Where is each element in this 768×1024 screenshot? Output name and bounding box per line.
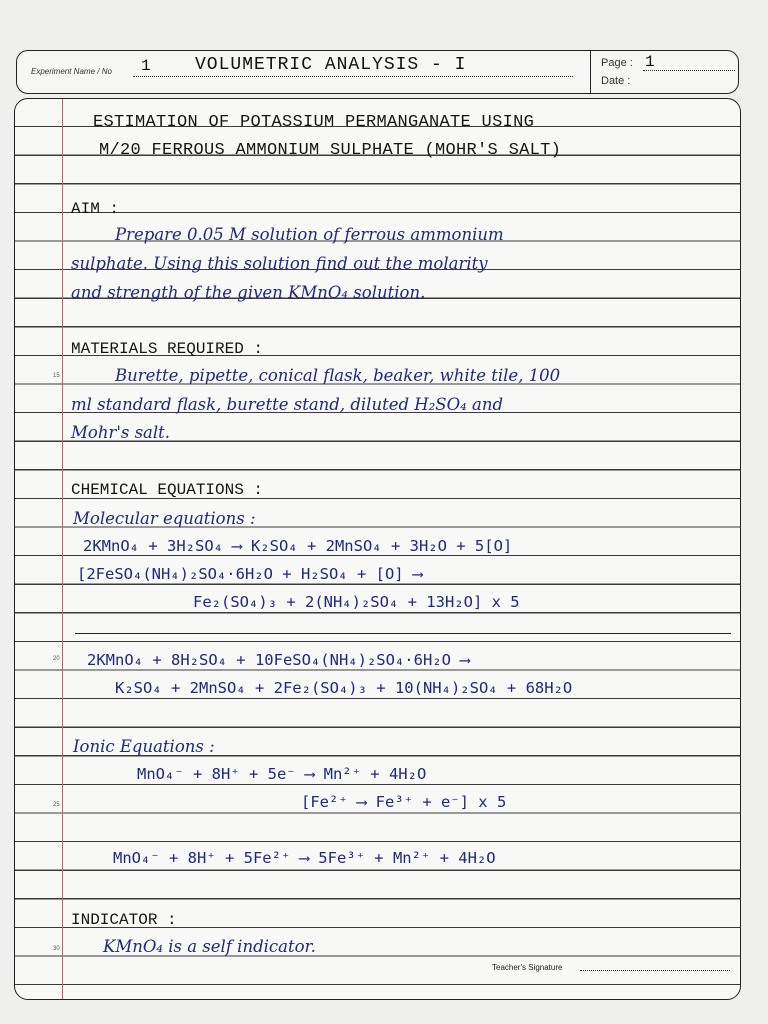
indicator-heading: INDICATOR : (71, 911, 177, 929)
date-label: Date : (601, 75, 631, 87)
aim-line-2: sulphate. Using this solution find out the molarity (71, 254, 488, 273)
molecular-equations-label: Molecular equations : (73, 509, 256, 528)
margin-number: 25 (53, 802, 60, 808)
title-dotted-line (133, 76, 573, 77)
molecular-equation-2: [2FeSO₄(NH₄)₂SO₄·6H₂O + H₂SO₄ + [O] ⟶ (77, 565, 423, 583)
ionic-equations-label: Ionic Equations : (73, 737, 215, 756)
indicator-text: KMnO₄ is a self indicator. (103, 937, 316, 956)
page-dotted-line (643, 70, 735, 71)
title-line-2: M/20 FERROUS AMMONIUM SULPHATE (MOHR'S SALT) (99, 141, 562, 160)
molecular-equation-1: 2KMnO₄ + 3H₂SO₄ ⟶ K₂SO₄ + 2MnSO₄ + 3H₂O + 5[O] (83, 537, 513, 555)
aim-line-3: and strength of the given KMnO₄ solution. (71, 283, 426, 302)
ionic-equation-2: [Fe²⁺ ⟶ Fe³⁺ + e⁻] x 5 (301, 793, 507, 811)
page-number: 1 (645, 53, 655, 71)
experiment-label: Experiment Name / No (31, 67, 112, 76)
molecular-equation-3: Fe₂(SO₄)₃ + 2(NH₄)₂SO₄ + 13H₂O] x 5 (193, 593, 520, 611)
signature-line (580, 970, 730, 971)
materials-heading: MATERIALS REQUIRED : (71, 340, 264, 358)
title-line-1: ESTIMATION OF POTASSIUM PERMANGANATE USING (93, 113, 535, 132)
materials-line-3: Mohr's salt. (71, 423, 171, 442)
margin-number: 30 (53, 946, 60, 952)
materials-line-2: ml standard flask, burette stand, diluted H₂SO₄ and (71, 395, 504, 414)
materials-line-1: Burette, pipette, conical flask, beaker, white tile, 100 (115, 366, 561, 385)
ionic-equation-1: MnO₄⁻ + 8H⁺ + 5e⁻ ⟶ Mn²⁺ + 4H₂O (137, 765, 427, 783)
margin-number: 20 (53, 656, 60, 662)
net-molecular-equation-2: K₂SO₄ + 2MnSO₄ + 2Fe₂(SO₄)₃ + 10(NH₄)₂SO₄ + 68H₂O (115, 679, 573, 697)
chemical-equations-heading: CHEMICAL EQUATIONS : (71, 481, 264, 499)
margin-line (62, 99, 63, 999)
page-label: Page : (601, 57, 633, 69)
margin-number: 15 (53, 373, 60, 379)
experiment-number: 1 (141, 57, 151, 75)
aim-heading: AIM : (71, 200, 120, 218)
experiment-title: VOLUMETRIC ANALYSIS - I (195, 55, 467, 75)
ruled-sheet (14, 98, 741, 1000)
aim-line-1: Prepare 0.05 M solution of ferrous ammonium (115, 225, 504, 244)
net-molecular-equation-1: 2KMnO₄ + 8H₂SO₄ + 10FeSO₄(NH₄)₂SO₄·6H₂O ⟶ (87, 651, 470, 669)
header-divider (590, 51, 591, 93)
page-header (16, 50, 739, 94)
equation-sum-line (75, 633, 731, 634)
teacher-signature-label: Teacher's Signature (492, 963, 563, 972)
net-ionic-equation: MnO₄⁻ + 8H⁺ + 5Fe²⁺ ⟶ 5Fe³⁺ + Mn²⁺ + 4H₂O (113, 849, 496, 867)
